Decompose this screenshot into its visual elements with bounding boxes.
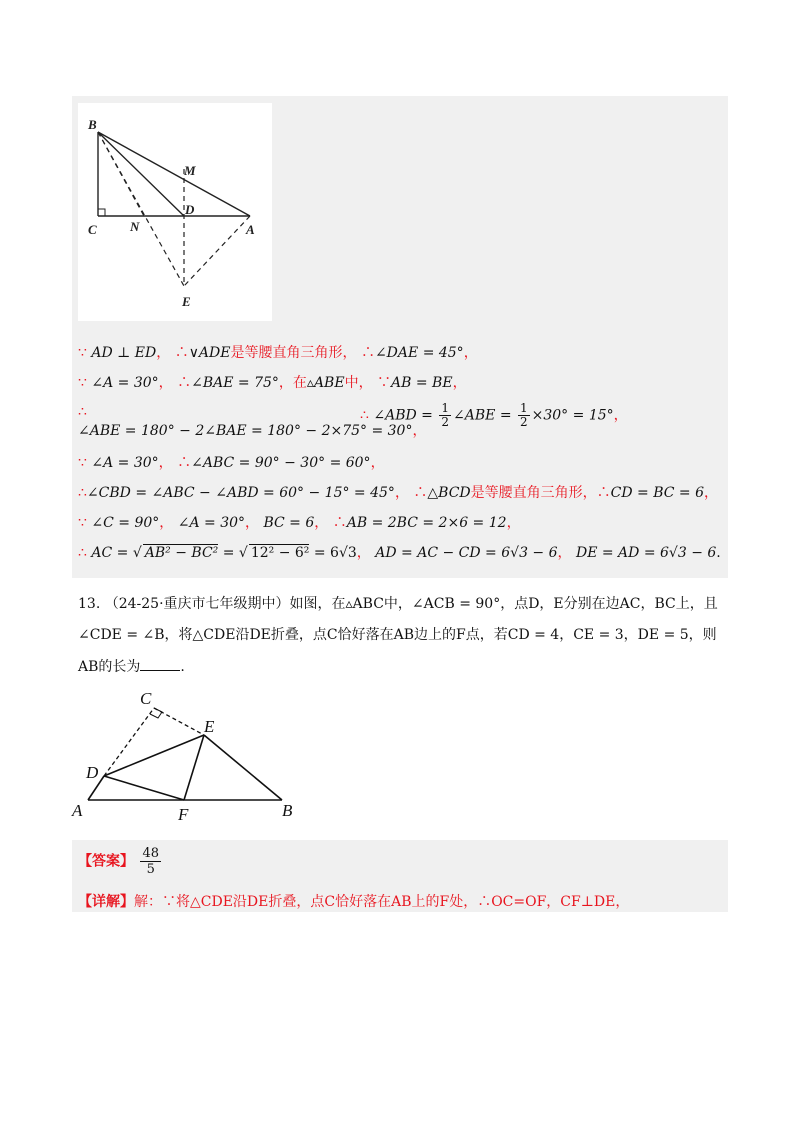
answer-line (78, 846, 163, 877)
label-e: E (204, 717, 215, 736)
segment-de (104, 735, 204, 776)
label-a: A (246, 222, 255, 237)
question-13-line-2: ∠CDE = ∠B，将△CDE沿DE折叠，点C恰好落在AB边上的F点，若CD = 4，CE = 3，DE = 5，则 (78, 627, 717, 643)
explain-tag: 【详解】 (78, 894, 134, 910)
question-13-line-1: 13. （24-25·重庆市七年级期中）如图，在▵ABC中，∠ACB = 90°，点D，E分别在边AC，BC上，且 (78, 596, 718, 612)
label-d: D (86, 763, 99, 782)
explain-line: 【详解】解：∵将△CDE沿DE折叠，点C恰好落在AB上的F处，∴OC=OF，CF⊥DE， (78, 894, 630, 910)
figure-folded-triangle (70, 686, 310, 822)
right-angle-mark-c (150, 708, 162, 718)
label-c: C (88, 222, 97, 237)
fraction-half-2: $\frac{1}{2}$ (520, 401, 528, 429)
figure-triangle-bcae (78, 103, 272, 321)
solution-line-5: ∴∠CBD = ∠ABC − ∠ABD = 60° − 15° = 45°， ∴△BCD是等腰直角三角形，∴CD = BC = 6， (78, 485, 719, 501)
solution-line-3b: ∴ ∠ABD = $\frac{1}{2}$ ∠ABE = $\frac{1}{2}$ ×30° = 15°， (360, 401, 628, 429)
solution-line-4: ∵ ∠A = 30°， ∴∠ABC = 90° − 30° = 60°， (78, 455, 385, 471)
label-a: A (72, 801, 83, 820)
label-d: D (185, 202, 195, 217)
label-b: B (88, 117, 97, 132)
solution-line-3: ∴ ∠ABE = 180° − 2∠BAE = 180° − 2×75° = 30°， (78, 404, 427, 439)
answer-fraction: $\frac{48}{5}$ (142, 846, 159, 877)
label-f: F (178, 805, 189, 822)
solution-line-6: ∵ ∠C = 90°， ∠A = 30°， BC = 6， ∴AB = 2BC = 2×6 = 12， (78, 515, 521, 531)
segment-bd (98, 132, 184, 216)
label-b: B (282, 801, 293, 820)
question-number: 13. (78, 596, 101, 612)
segment-df (104, 776, 184, 800)
solution-line-1: ∵ AD ⊥ ED， ∴∨ADE是等腰直角三角形， ∴∠DAE = 45°， (78, 345, 478, 361)
answer-blank (140, 670, 180, 671)
question-13-line-3: AB的长为 . (78, 659, 185, 675)
figure-1-svg (78, 103, 272, 321)
segment-ae-dashed (184, 216, 250, 286)
answer-tag: 【答案】 (78, 853, 134, 870)
solution-line-2: ∵ ∠A = 30°， ∴∠BAE = 75°，在▵ABE中， ∵AB = BE， (78, 375, 467, 391)
fraction-half-1: $\frac{1}{2}$ (441, 401, 450, 429)
segment-ef (184, 735, 204, 800)
label-c: C (140, 689, 152, 708)
segment-be (204, 735, 282, 800)
right-angle-mark-c (98, 209, 105, 216)
figure-2-svg (70, 686, 310, 822)
label-n: N (130, 219, 140, 234)
solution-line-7: ∴ AC = √ AB² − BC² = √ 12² − 6² = 6√3， AD = AC − CD = 6√3 − 6， DE = AD = 6√3 − 6. (78, 545, 721, 561)
label-e: E (182, 294, 191, 309)
label-m: M (184, 163, 196, 178)
